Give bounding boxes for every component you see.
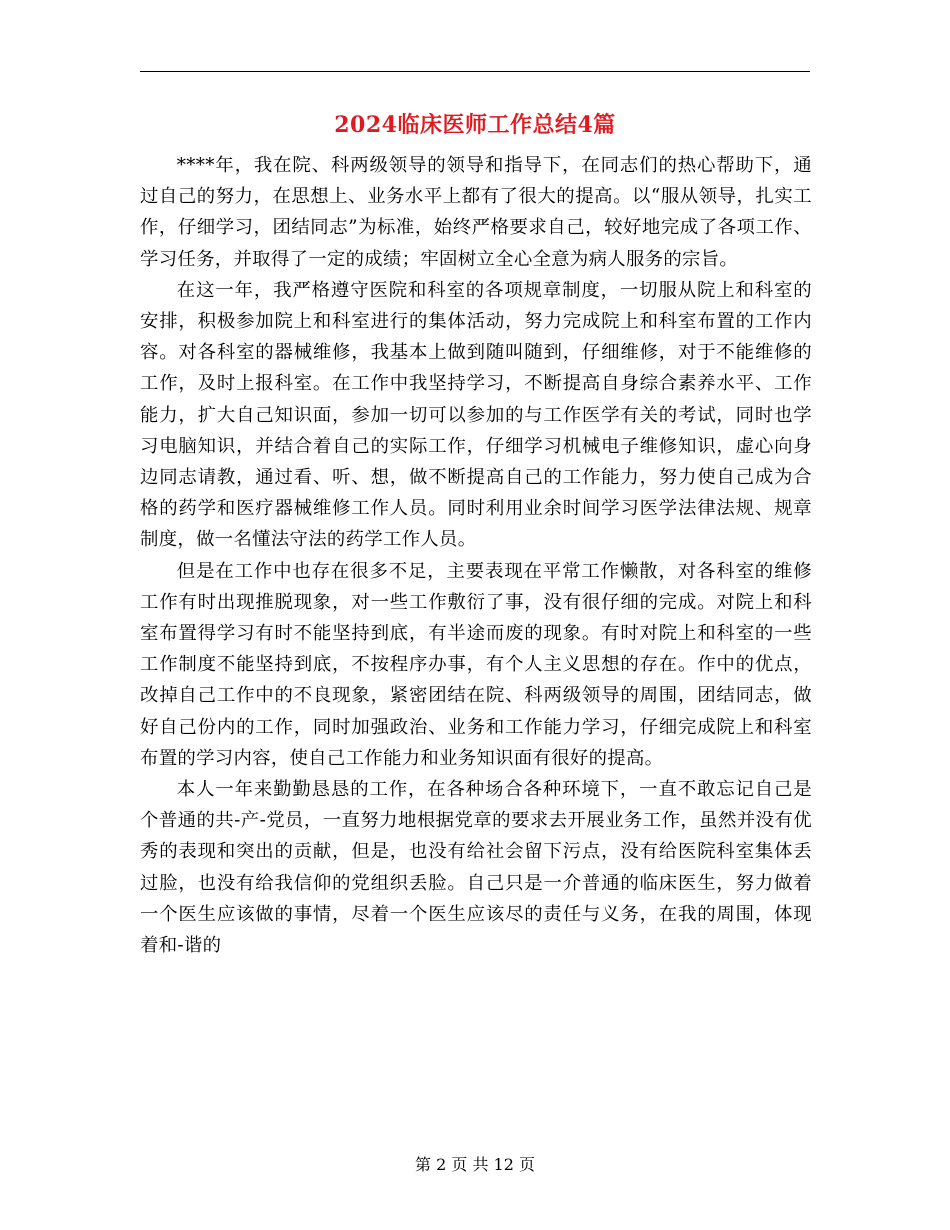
document-body (140, 150, 812, 961)
page-number-footer: 第 2 页 共 12 页 (415, 1155, 535, 1174)
header-rule (140, 71, 810, 72)
paragraph-1: ****年，我在院、科两级领导的领导和指导下，在同志们的热心帮助下，通过自己的努力，在思想上、业务水平上都有了很大的提高。以“服从领导，扎实工作，仔细学习，团结同志”为标准，始终严格要求自己，较好地完成了各项工作、学习任务，并取得了一定的成绩；牢固树立全心全意为病人服务的宗旨。 (140, 155, 812, 270)
document-title: 2024临床医师工作总结4篇 (334, 112, 616, 138)
paragraph-4: 本人一年来勤勤恳恳的工作，在各种场合各种环境下，一直不敢忘记自己是个普通的共-产-党员，一直努力地根据党章的要求去开展业务工作，虽然并没有优秀的表现和突出的贡献，但是，也没有给社会留下污点，没有给医院科室集体丢过脸，也没有给我信仰的党组织丢脸。自己只是一介普通的临床医生，努力做着一个医生应该做的事情，尽着一个医生应该尽的责任与义务，在我的周围，体现着和-谐的 (140, 779, 812, 957)
paragraph-2: 在这一年，我严格遵守医院和科室的各项规章制度，一切服从院上和科室的安排，积极参加院上和科室进行的集体活动，努力完成院上和科室布置的工作内容。对各科室的器械维修，我基本上做到随叫随到，仔细维修，对于不能维修的工作，及时上报科室。在工作中我坚持学习，不断提高自身综合素养水平、工作能力，扩大自己知识面，参加一切可以参加的与工作医学有关的考试，同时也学习电脑知识，并结合着自己的实际工作，仔细学习机械电子维修知识，虚心向身边同志请教，通过看、听、想，做不断提高自己的工作能力，努力使自己成为合格的药学和医疗器械维修工作人员。同时利用业余时间学习医学法律法规、规章制度，做一名懂法守法的药学工作人员。 (140, 279, 812, 551)
paragraph-3: 但是在工作中也存在很多不足，主要表现在平常工作懒散，对各科室的维修工作有时出现推脱现象，对一些工作敷衍了事，没有很仔细的完成。对院上和科室布置得学习有时不能坚持到底，有半途而废的现象。有时对院上和科室的一些工作制度不能坚持到底，不按程序办事，有个人主义思想的存在。作中的优点，改掉自己工作中的不良现象，紧密团结在院、科两级领导的周围，团结同志，做好自己份内的工作，同时加强政治、业务和工作能力学习，仔细完成院上和科室布置的学习内容，使自己工作能力和业务知识面有很好的提高。 (140, 560, 812, 769)
